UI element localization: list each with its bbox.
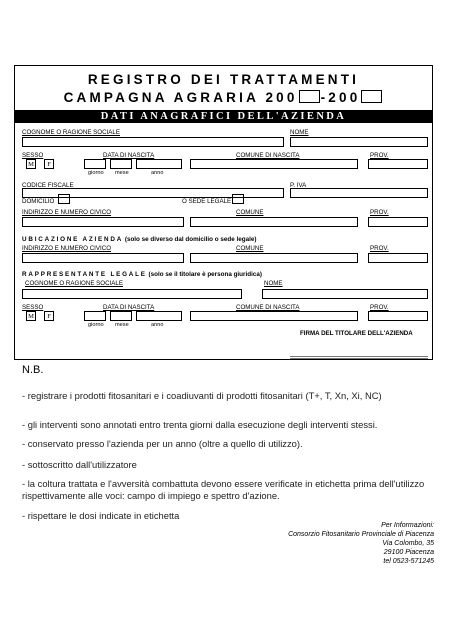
label-rapp-cognome: COGNOME O RAGIONE SOCIALE [25, 280, 123, 287]
label-piva: P. IVA [290, 182, 307, 189]
info-org: Consorzio Fitosanitario Provinciale di Piacenza [288, 531, 434, 538]
register-title: REGISTRO DEI TRATTAMENTI [87, 72, 360, 87]
label-comune-nascita: COMUNE DI NASCITA [236, 152, 300, 159]
info-block [288, 521, 434, 566]
rapp-nome-field[interactable] [262, 289, 428, 299]
rapp-birth-day-field[interactable] [84, 311, 106, 321]
note-3: - conservato presso l'azienda per un anno (oltre a quello di utilizzo). [22, 438, 303, 449]
cognome-field[interactable] [22, 137, 284, 147]
birth-prov-field[interactable] [368, 159, 428, 169]
ubicazione-comune-field[interactable] [190, 253, 358, 263]
rapp-cognome-field[interactable] [22, 289, 242, 299]
rappresentante-note: (solo se il titolare è persona giuridica) [148, 271, 262, 278]
ubicazione-title: UBICAZIONE AZIENDA [22, 236, 124, 243]
info-title: Per Informazioni: [381, 522, 434, 529]
label-indirizzo: INDIRIZZO E NUMERO CIVICO [22, 209, 112, 216]
label-rapp-prov: PROV. [370, 304, 389, 311]
piva-field[interactable] [290, 188, 428, 198]
rapp-birth-comune-field[interactable] [190, 311, 358, 321]
rapp-hint-mese: mese [115, 322, 129, 328]
rapp-hint-giorno: giorno [88, 322, 104, 328]
rapp-hint-anno: anno [151, 322, 164, 328]
rapp-birth-year-field[interactable] [136, 311, 182, 321]
sede-legale-checkbox[interactable] [232, 194, 244, 204]
label-sesso: SESSO [22, 152, 44, 159]
label-comune: COMUNE [236, 209, 264, 216]
rapp-birth-month-field[interactable] [110, 311, 132, 321]
hint-anno: anno [151, 170, 164, 176]
note-1: - registrare i prodotti fitosanitari e i coadiuvanti di prodotti fitosanitari (T+, T, Xn, Xi, NC) [22, 390, 382, 401]
birth-day-field[interactable] [84, 159, 106, 169]
note-5: - la coltura trattata e l'avversità combattuta devono essere verificate in etichetta prima dell'utilizzo rispettivamente alle voci: campo di impiego e spettro d'azione. [22, 478, 425, 502]
rappresentante-heading [22, 271, 262, 278]
rapp-birth-prov-field[interactable] [368, 311, 428, 321]
hint-giorno: giorno [88, 170, 104, 176]
birth-year-field[interactable] [136, 159, 182, 169]
info-street: Via Colombo, 35 [382, 540, 434, 547]
birth-comune-field[interactable] [190, 159, 358, 169]
section-band: DATI ANAGRAFICI DELL'AZIENDA [15, 110, 432, 123]
ubicazione-prov-field[interactable] [368, 253, 428, 263]
label-rapp-comune-nascita: COMUNE DI NASCITA [236, 304, 300, 311]
ubicazione-indirizzo-field[interactable] [22, 253, 184, 263]
label-data-nascita: DATA DI NASCITA [103, 152, 155, 159]
rapp-sex-f-checkbox[interactable]: F [44, 311, 54, 321]
label-prov-2: PROV. [370, 209, 389, 216]
label-sede-legale: O SEDE LEGALE [182, 198, 232, 205]
campaign-separator: -200 [320, 90, 361, 105]
birth-month-field[interactable] [110, 159, 132, 169]
rapp-sex-m-checkbox[interactable]: M [26, 311, 36, 321]
label-nome: NOME [290, 129, 309, 136]
ubicazione-heading [22, 236, 256, 243]
label-rapp-sesso: SESSO [22, 304, 44, 311]
hint-mese: mese [115, 170, 129, 176]
label-rapp-data-nascita: DATA DI NASCITA [103, 304, 155, 311]
label-prov: PROV. [370, 152, 389, 159]
info-city: 29100 Piacenza [383, 549, 434, 556]
campaign-prefix: CAMPAGNA AGRARIA 200 [63, 90, 298, 105]
indirizzo-field[interactable] [22, 217, 184, 227]
info-tel: tel 0523-571245 [383, 558, 434, 565]
prov-field[interactable] [368, 217, 428, 227]
label-domicilio: DOMICILIO [22, 198, 55, 205]
label-rapp-nome: NOME [264, 280, 283, 287]
domicilio-checkbox[interactable] [58, 194, 70, 204]
ubicazione-note: (solo se diverso dal domicilio o sede legale) [124, 236, 257, 243]
note-2: - gli interventi sono annotati entro trenta giorni dalla esecuzione degli interventi stessi. [22, 419, 378, 430]
note-4: - sottoscritto dall'utilizzatore [22, 459, 137, 470]
label-ubicazione-prov: PROV. [370, 245, 389, 252]
nome-field[interactable] [290, 137, 428, 147]
rappresentante-title: RAPPRESENTANTE LEGALE [22, 271, 147, 278]
nb-heading: N.B. [22, 364, 44, 376]
label-ubicazione-comune: COMUNE [236, 245, 264, 252]
comune-field[interactable] [190, 217, 358, 227]
signature-line[interactable] [290, 356, 428, 359]
sex-m-checkbox[interactable]: M [26, 159, 36, 169]
sex-f-checkbox[interactable]: F [44, 159, 54, 169]
label-codice-fiscale: CODICE FISCALE [22, 182, 74, 189]
label-ubicazione-indirizzo: INDIRIZZO E NUMERO CIVICO [22, 245, 112, 252]
label-cognome: COGNOME O RAGIONE SOCIALE [22, 129, 120, 136]
label-firma: FIRMA DEL TITOLARE DELL'AZIENDA [300, 330, 413, 337]
note-6: - rispettare le dosi indicate in etichetta [22, 510, 180, 521]
